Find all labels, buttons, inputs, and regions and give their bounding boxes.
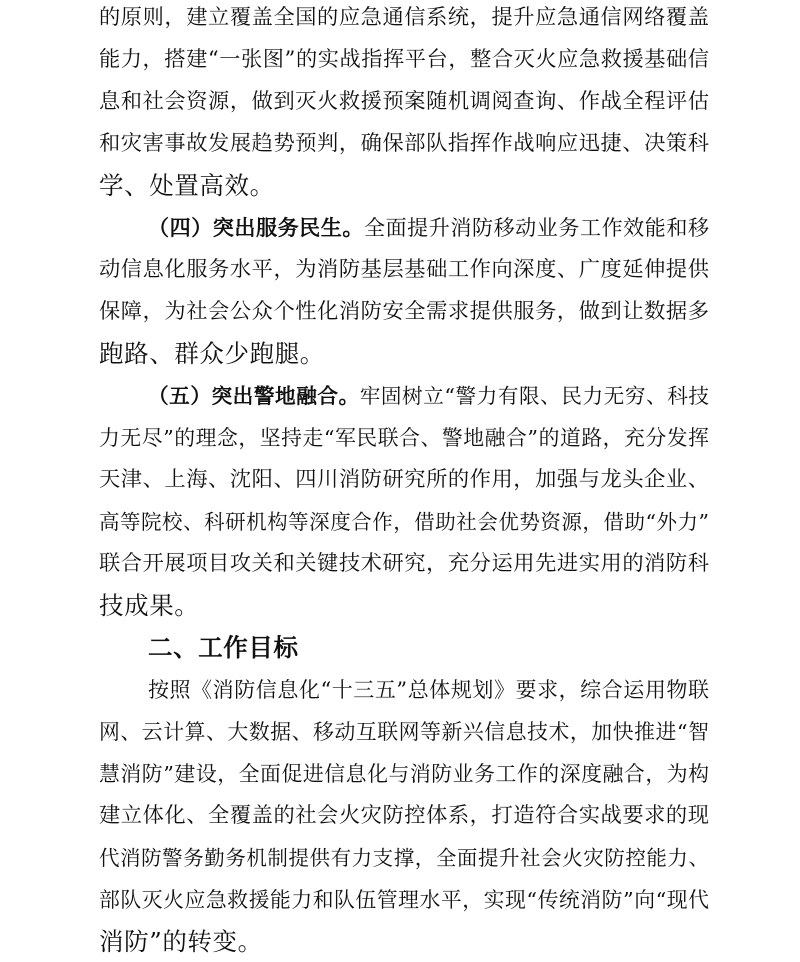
- text-line: 网、云计算、大数据、移动互联网等新兴信息技术，加快推进“智: [99, 720, 709, 744]
- text-line: 动信息化服务水平，为消防基层基础工作向深度、广度延伸提供: [99, 257, 709, 282]
- text-line: 部队灭火应急救援能力和队伍管理水平，实现“传统消防”向“现代: [99, 888, 709, 912]
- text-line: 天津、上海、沈阳、四川消防研究所的作用，加强与龙头企业、: [99, 467, 709, 492]
- text-line: 能力，搭建“一张图”的实战指挥平台，整合灭火应急救援基础信: [99, 47, 709, 72]
- text-line: 技成果。: [99, 591, 200, 620]
- section-5-heading: （五）突出警地融合。: [148, 384, 360, 408]
- section-5-first-line: [148, 376, 709, 416]
- text-line: 消防”的转变。: [99, 927, 263, 956]
- section-4-first-text: 全面提升消防移动业务工作效能和移: [363, 215, 709, 240]
- text-line: 慧消防”建设，全面促进信息化与消防业务工作的深度融合，为构: [99, 762, 709, 786]
- text-line: 跑路、群众少跑腿。: [99, 339, 325, 368]
- section-5-first-text: 牢固树立“警力有限、民力无穷、科技: [359, 384, 709, 408]
- section-4-first-line: [148, 208, 709, 248]
- text-line: 和灾害事故发展趋势预判，确保部队指挥作战响应迅捷、决策科: [99, 131, 709, 156]
- text-line: 学、处置高效。: [99, 171, 275, 200]
- text-line: 力无尽”的理念，坚持走“军民联合、警地融合”的道路，充分发挥: [99, 426, 709, 450]
- text-line: 息和社会资源，做到灭火救援预案随机调阅查询、作战全程评估: [99, 89, 709, 114]
- section-4-heading: （四）突出服务民生。: [148, 215, 364, 240]
- text-line: 的原则，建立覆盖全国的应急通信系统，提升应急通信网络覆盖: [99, 5, 709, 30]
- text-line: 保障，为社会公众个性化消防安全需求提供服务，做到让数据多: [99, 299, 709, 324]
- text-line: 按照《消防信息化“十三五”总体规划》要求，综合运用物联: [148, 677, 709, 702]
- text-line: 建立体化、全覆盖的社会火灾防控体系，打造符合实战要求的现: [99, 803, 709, 828]
- text-line: 代消防警务勤务机制提供有力支撑，全面提升社会火灾防控能力、: [99, 846, 709, 870]
- text-line: 高等院校、科研机构等深度合作，借助社会优势资源，借助“外力”: [99, 510, 709, 534]
- text-line: 联合开展项目攻关和关键技术研究，充分运用先进实用的消防科: [99, 551, 709, 576]
- section-title: 二、工作目标: [148, 633, 299, 662]
